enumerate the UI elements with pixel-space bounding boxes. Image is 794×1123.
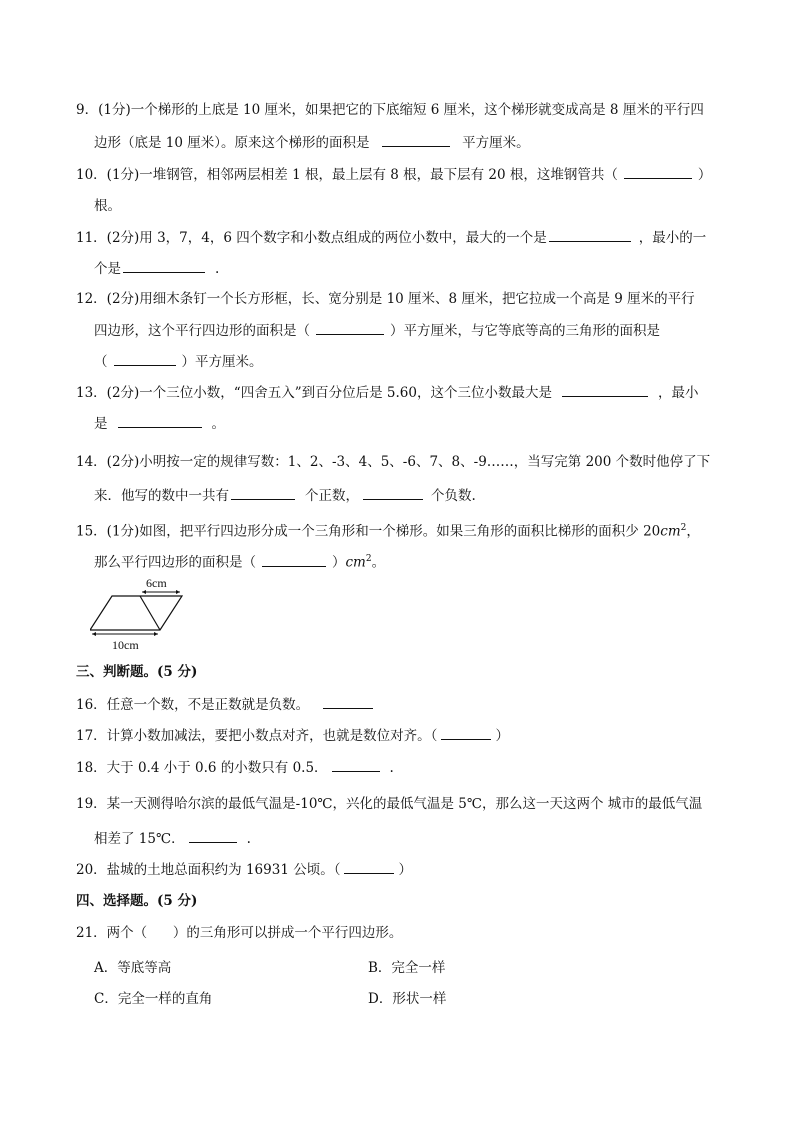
q15-end: 。: [371, 554, 386, 571]
q15-text2: 那么平行四边形的面积是（: [94, 554, 256, 571]
q9-line2: [94, 134, 530, 151]
bottom-arrow-left: [92, 632, 96, 636]
q13-text2: ，最小: [657, 385, 699, 401]
q9-unit: 平方厘米。: [462, 135, 530, 151]
q10-line2: 根。: [94, 198, 121, 214]
q14-positive-blank[interactable]: [231, 487, 295, 500]
q15-line2: [94, 551, 385, 571]
q15-line1: [76, 520, 700, 540]
q16-answer-blank[interactable]: [323, 696, 373, 709]
q14-negative-blank[interactable]: [363, 487, 423, 500]
q12-line3: [94, 353, 263, 370]
top-arrow-left: [142, 590, 146, 594]
q13-min-blank[interactable]: [118, 415, 202, 428]
q15-exp2: 2: [365, 554, 372, 564]
parallelogram-figure: [90, 570, 200, 652]
q11-min-blank[interactable]: [123, 260, 205, 273]
q12-unit: ）平方厘米。: [181, 354, 263, 370]
parallelogram-shape: [90, 596, 182, 630]
q17: [76, 727, 509, 744]
q14-text: 来．他写的数中一共有: [94, 488, 229, 504]
q21-option-a[interactable]: A．等底等高: [94, 960, 172, 976]
q11-text2: ，最小的一: [638, 230, 707, 246]
q9-line1: 9．(1分)一个梯形的上底是 10 厘米，如果把它的下底缩短 6 厘米，这个梯形就变成高是 8 厘米的平行四: [76, 102, 704, 118]
q9-text: 边形（底是 10 厘米）。原来这个梯形的面积是: [94, 135, 370, 151]
q16-text: 16．任意一个数，不是正数就是负数。: [76, 697, 310, 713]
q10-line1: [76, 166, 711, 183]
q11-text: 11．(2分)用 3，7，4，6 四个数字和小数点组成的两位小数中，最大的一个是: [76, 230, 547, 246]
q19-line1: 19．某一天测得哈尔滨的最低气温是-10℃，兴化的最低气温是 5℃，那么这一天这两个 城市的最低气温: [76, 796, 703, 812]
q16: [76, 696, 373, 713]
section-4-heading: 四、选择题。(5 分): [76, 893, 198, 909]
q18-answer-blank[interactable]: [332, 759, 380, 772]
q15-close: ）: [332, 554, 346, 571]
top-dimension-label: 6cm: [146, 576, 167, 590]
q21-option-c[interactable]: C．完全一样的直角: [94, 991, 213, 1007]
q12-text: 四边形，这个平行四边形的面积是（: [94, 323, 310, 339]
q10-close: ）: [697, 167, 712, 183]
q15-comma: ，: [686, 523, 700, 540]
q20-close: ）: [398, 862, 412, 878]
q11-text3: 个是: [94, 261, 121, 277]
q20-answer-blank[interactable]: [344, 861, 394, 874]
q21-stem: 21．两个（ ）的三角形可以拼成一个平行四边形。: [76, 925, 403, 941]
q14-text2: 个正数，: [305, 488, 359, 504]
q12-line1: 12．(2分)用细木条钉一个长方形框，长、宽分别是 10 厘米、8 厘米，把它拉成一个高是 9 厘米的平行: [76, 291, 695, 307]
q20: [76, 861, 412, 878]
q17-text: 17．计算小数加减法，要把小数点对齐，也就是数位对齐。（: [76, 728, 438, 744]
q21-option-b[interactable]: B．完全一样: [368, 960, 446, 976]
top-arrow-right: [176, 590, 180, 594]
q11-max-blank[interactable]: [549, 229, 631, 242]
q11-line1: [76, 229, 706, 246]
q13-text: 13．(2分)一个三位小数，“四舍五入”到百分位后是 5.60，这个三位小数最大是: [76, 385, 552, 401]
q10-answer-blank[interactable]: [624, 166, 692, 179]
q12-area-blank[interactable]: [316, 322, 384, 335]
q13-text3: 是: [94, 416, 108, 432]
q18-period: .: [389, 760, 394, 776]
q15-exp: 2: [680, 523, 687, 533]
q15-unit: cm: [660, 523, 681, 540]
q17-answer-blank[interactable]: [441, 727, 491, 740]
q17-close: ）: [495, 728, 509, 744]
bottom-arrow-right: [154, 632, 158, 636]
q14-line2: [94, 487, 476, 504]
q12-text2: ）平方厘米，与它等底等高的三角形的面积是: [390, 323, 660, 339]
q13-max-blank[interactable]: [562, 384, 648, 397]
q14-text3: 个负数.: [431, 488, 476, 504]
q12-triangle-blank[interactable]: [114, 353, 176, 366]
q14-line1: 14．(2分)小明按一定的规律写数：1、2、-3、4、5、-6、7、8、-9……，当写完第 200 个数时他停了下: [76, 454, 711, 470]
q10-text: 10．(1分)一堆钢管，相邻两层相差 1 根，最上层有 8 根，最下层有 20 根，这堆钢管共（: [76, 167, 618, 183]
q13-line2: [94, 415, 225, 432]
q18-text: 18．大于 0.4 小于 0.6 的小数只有 0.5．: [76, 760, 328, 776]
q11-line2: [94, 260, 219, 277]
q12-open: （: [94, 354, 108, 370]
q19-text: 相差了 15℃．: [94, 831, 185, 847]
q11-period: .: [215, 261, 220, 277]
q12-line2: [94, 322, 660, 339]
q19-line2: [94, 830, 251, 847]
q18: [76, 759, 394, 776]
q15-text: 15．(1分)如图，把平行四边形分成一个三角形和一个梯形。如果三角形的面积比梯形的面积少 20: [76, 523, 661, 540]
dividing-line: [140, 596, 160, 630]
q13-period: 。: [211, 416, 225, 432]
bottom-dimension-label: 10cm: [112, 638, 139, 652]
q21-option-d[interactable]: D．形状一样: [368, 991, 447, 1007]
q20-text: 20．盐城的土地总面积约为 16931 公顷。（: [76, 862, 341, 878]
q13-line1: [76, 384, 698, 401]
q19-answer-blank[interactable]: [189, 830, 237, 843]
q15-unit2: cm: [345, 554, 366, 571]
q9-answer-blank[interactable]: [382, 134, 450, 147]
q19-period: .: [246, 831, 251, 847]
q15-answer-blank[interactable]: [262, 554, 326, 567]
section-3-heading: 三、判断题。(5 分): [76, 664, 198, 680]
